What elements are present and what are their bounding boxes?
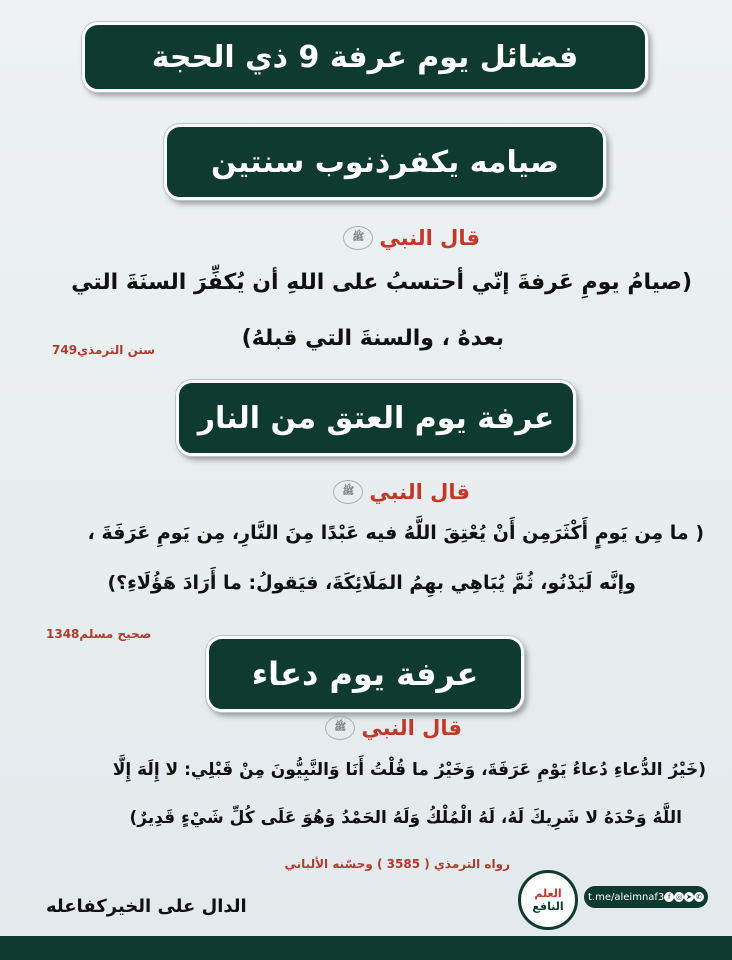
logo-line-1: العلم (534, 887, 562, 900)
prophet-label-text: قال النبي (369, 480, 470, 504)
prophet-label-text: قال النبي (361, 716, 462, 740)
hadith-2-line-1: ( ما مِن يَومٍ أَكْثَرَمِن أَنْ يُعْتِقَ اللَّهُ فيه عَبْدًا مِنَ النَّارِ، مِن يَومِ عَرَفَةَ ، (87, 522, 704, 544)
logo-line-2: النافع (532, 900, 564, 913)
instagram-icon: ◎ (676, 893, 683, 901)
hadith-2-line-2: وإنَّه لَيَدْنُو، ثُمَّ يُبَاهِي بهِمُ المَلَائِكَةَ، فيَقولُ: ما أَرَادَ هَؤُلَاءِ؟) (107, 572, 636, 594)
prophet-label-text: قال النبي (379, 226, 480, 250)
brand-logo (518, 870, 578, 930)
telegram-icon: ➤ (684, 892, 694, 902)
hadith-3-line-2: اللَّهُ وَحْدَهُ لا شَرِيكَ لَهُ، لَهُ الْمُلْكُ وَلَهُ الحَمْدُ وَهُوَ عَلَى كُلِّ شَيْءٍ قَدِيرٌ) (129, 808, 682, 828)
source-2: صحيح مسلم1348 (46, 627, 152, 641)
section-heading-2: عرفة يوم العتق من النار (176, 380, 576, 456)
hadith-1-line-1: (صيامُ يومِ عَرفةَ إنّي أحتسبُ على اللهِ أن يُكفِّرَ السنَةَ التي (71, 270, 692, 295)
section-heading-3: عرفة يوم دعاء (206, 636, 524, 712)
facebook-icon: f (664, 892, 674, 902)
hadith-3-line-1: (خَيْرُ الدُّعاءِ دُعاءُ يَوْمِ عَرَفَةَ، وَخَيْرُ ما قُلْتُ أَنَا وَالنَّبِيُّونَ مِنْ قَبْلِي: لا إِلَهَ إِلَّا (112, 760, 706, 780)
page-title: فضائل يوم عرفة 9 ذي الحجة (82, 22, 648, 92)
channel-link[interactable]: t.me/aleimnaf3 (588, 891, 665, 903)
prophet-label-1 (343, 226, 480, 250)
prophet-label-2 (333, 480, 470, 504)
footer-slogan: الدال على الخيركفاعله (46, 896, 247, 917)
prophet-label-3 (325, 716, 462, 740)
source-3: رواه الترمذي ( 3585 ) وحسّنه الألباني (284, 857, 510, 871)
channel-pill[interactable] (584, 886, 708, 908)
saw-icon: ﷺ (343, 226, 373, 250)
hadith-1-line-2: بعدهُ ، والسنةَ التي قبلهُ) (241, 326, 504, 351)
saw-icon: ﷺ (325, 716, 355, 740)
whatsapp-icon: ✆ (694, 892, 704, 902)
section-heading-1: صيامه يكفرذنوب سنتين (164, 124, 606, 200)
source-1: سنن الترمذي749 (52, 343, 156, 357)
saw-icon: ﷺ (333, 480, 363, 504)
bottom-band (0, 936, 732, 960)
